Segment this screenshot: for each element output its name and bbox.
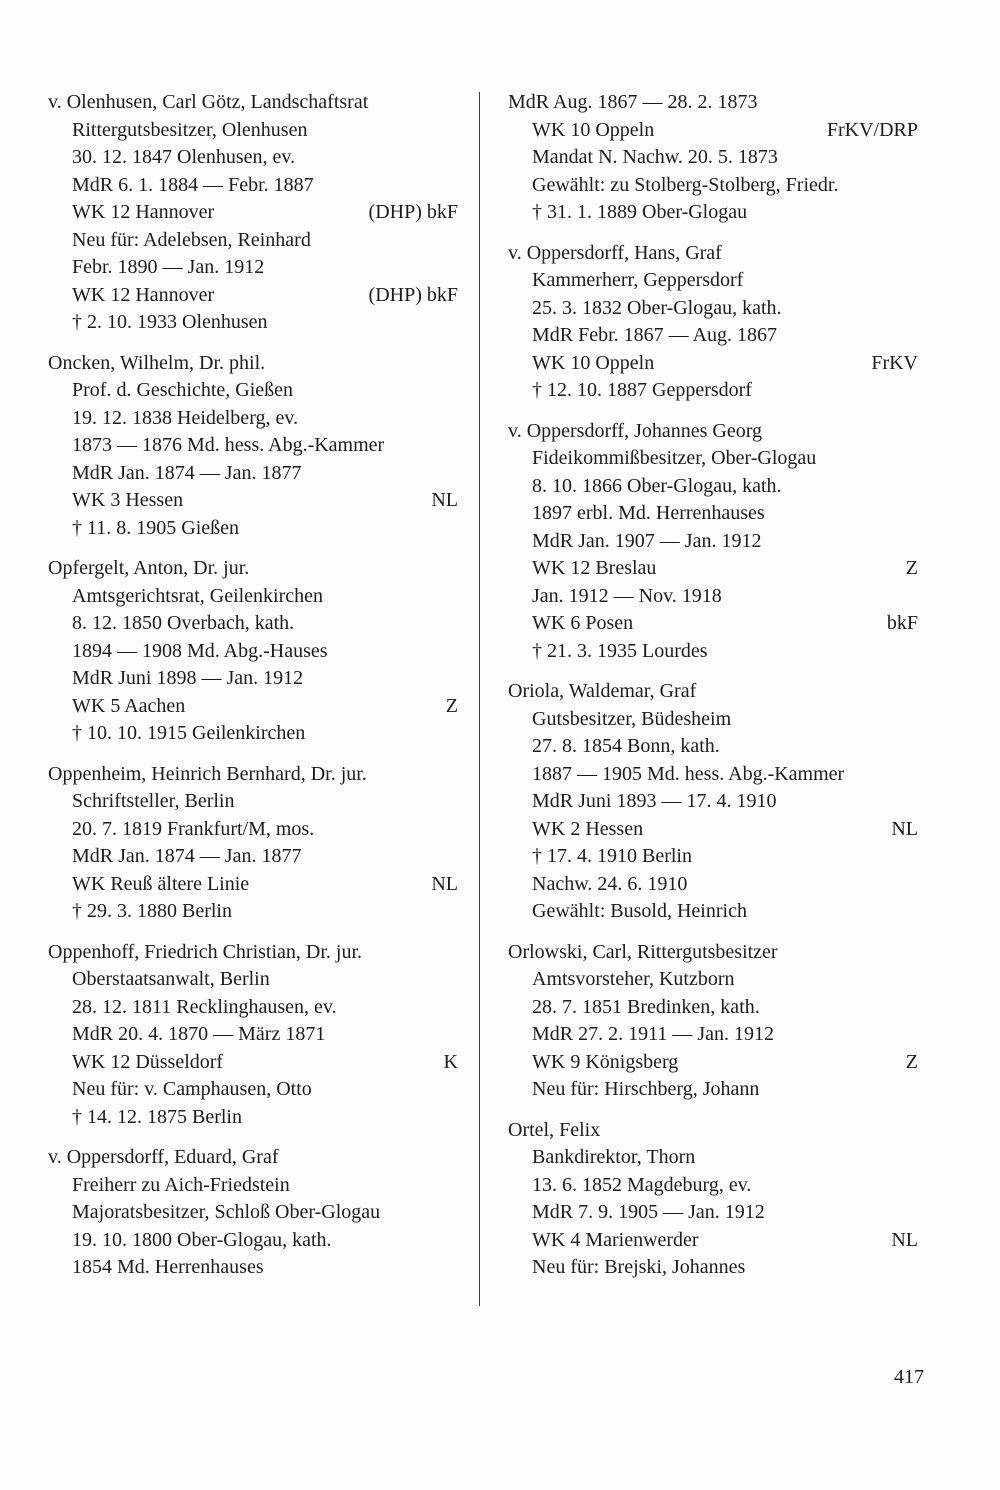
entry-name-line (48, 1144, 458, 1172)
entry-detail-line (508, 445, 918, 473)
party-tag: FrKV/DRP (826, 118, 918, 141)
entry-name-line (48, 89, 458, 117)
biography-entry (48, 761, 458, 926)
entry-detail-line (508, 172, 918, 200)
entry-text: Majoratsbesitzer, Schloß Ober-Glogau (72, 1201, 381, 1223)
entry-text: Febr. 1890 — Jan. 1912 (72, 256, 265, 278)
entry-detail-line (48, 432, 458, 460)
entry-text: Kammerherr, Geppersdorf (532, 269, 744, 291)
entry-text: MdR Febr. 1867 — Aug. 1867 (532, 324, 778, 346)
entry-text: WK 2 Hessen (532, 817, 644, 840)
entry-text: MdR Jan. 1874 — Jan. 1877 (72, 461, 302, 484)
entry-detail-line (508, 583, 918, 611)
entry-text: WK Reuß ältere Linie (72, 872, 250, 895)
entry-detail-line (48, 610, 458, 638)
entry-text: Amtsvorsteher, Kutzborn (532, 968, 735, 990)
entry-detail-line (48, 1104, 458, 1132)
biography-entry (48, 555, 458, 748)
party-tag: (DHP) bkF (368, 201, 458, 223)
entry-detail-line (508, 322, 918, 350)
entry-name-line (48, 761, 458, 789)
entry-text: MdR Juni 1898 — Jan. 1912 (72, 667, 304, 689)
entry-text: † 2. 10. 1933 Olenhusen (72, 311, 268, 333)
entry-text: † 29. 3. 1880 Berlin (72, 900, 232, 922)
entry-detail-line (48, 254, 458, 282)
entry-detail-line (508, 843, 918, 871)
entry-text: WK 12 Breslau (532, 557, 657, 579)
entry-detail-line (508, 295, 918, 323)
entry-detail-line (508, 144, 918, 172)
entry-text: 28. 7. 1851 Bredinken, kath. (532, 995, 760, 1018)
party-tag: Z (445, 694, 458, 717)
party-tag: NL (891, 817, 918, 840)
entry-detail-line (508, 377, 918, 405)
entry-text: 8. 10. 1866 Ober-Glogau, kath. (532, 474, 782, 497)
entry-text: MdR 20. 4. 1870 — März 1871 (72, 1023, 326, 1045)
entry-detail-line (508, 555, 918, 583)
entry-detail-line (48, 199, 458, 227)
entry-text: v. Olenhusen, Carl Götz, Landschaftsrat (48, 91, 369, 113)
entry-text: † 21. 3. 1935 Lourdes (532, 639, 708, 662)
entry-text: 28. 12. 1811 Recklinghausen, ev. (72, 995, 337, 1018)
entry-detail-line (48, 117, 458, 145)
entry-text: Neu für: Adelebsen, Reinhard (72, 228, 311, 251)
entry-detail-line (48, 665, 458, 693)
entry-detail-line (508, 473, 918, 501)
entry-text: Opfergelt, Anton, Dr. jur. (48, 557, 250, 579)
entry-text: † 10. 10. 1915 Geilenkirchen (72, 722, 306, 744)
entry-text: Ortel, Felix (508, 1118, 601, 1141)
left-column (48, 89, 458, 1295)
entry-detail-line (508, 1021, 918, 1049)
entry-name-line (508, 939, 918, 967)
entry-text: WK 4 Marienwerder (532, 1228, 699, 1251)
entry-detail-line (508, 528, 918, 556)
entry-detail-line (508, 638, 918, 666)
entry-text: WK 12 Düsseldorf (72, 1050, 224, 1073)
entry-detail-line (48, 693, 458, 721)
entry-text: Gewählt: zu Stolberg-Stolberg, Friedr. (532, 173, 839, 196)
entry-text: WK 12 Hannover (72, 201, 215, 223)
entry-detail-line (48, 309, 458, 337)
entry-name-line (508, 240, 918, 268)
entry-name-line (508, 418, 918, 446)
entry-text: 25. 3. 1832 Ober-Glogau, kath. (532, 296, 782, 319)
entry-text: WK 6 Posen (532, 612, 634, 634)
entry-text: Rittergutsbesitzer, Olenhusen (72, 118, 308, 141)
entry-text: MdR Aug. 1867 — 28. 2. 1873 (508, 91, 758, 113)
entry-detail-line (508, 1076, 918, 1104)
entry-name-line (508, 1117, 918, 1145)
entry-name-line (48, 555, 458, 583)
biography-entry (508, 678, 918, 926)
entry-text: Oppenheim, Heinrich Bernhard, Dr. jur. (48, 762, 367, 785)
entry-text: v. Oppersdorff, Eduard, Graf (48, 1146, 279, 1168)
biography-entry (508, 89, 918, 227)
entry-text: 1887 — 1905 Md. hess. Abg.-Kammer (532, 762, 845, 785)
entry-text: WK 9 Königsberg (532, 1050, 679, 1073)
party-tag: FrKV (871, 351, 918, 374)
entry-text: Mandat N. Nachw. 20. 5. 1873 (532, 146, 778, 168)
entry-detail-line (48, 1227, 458, 1255)
party-tag: NL (431, 872, 458, 895)
entry-detail-line (48, 871, 458, 899)
entry-detail-line (48, 1254, 458, 1282)
entry-text: Schriftsteller, Berlin (72, 790, 235, 812)
entry-detail-line (48, 227, 458, 255)
entry-detail-line (48, 994, 458, 1022)
entry-detail-line (508, 994, 918, 1022)
entry-text: Neu für: Hirschberg, Johann (532, 1078, 760, 1100)
entry-detail-line (48, 282, 458, 310)
entry-text: WK 10 Oppeln (532, 351, 655, 374)
entry-text: 19. 10. 1800 Ober-Glogau, kath. (72, 1228, 332, 1251)
biography-entry (48, 939, 458, 1132)
entry-text: 13. 6. 1852 Magdeburg, ev. (532, 1173, 752, 1196)
biography-entry (508, 1117, 918, 1282)
entry-text: † 31. 1. 1889 Ober-Glogau (532, 201, 748, 223)
page-number: 417 (894, 1366, 924, 1388)
entry-text: Oberstaatsanwalt, Berlin (72, 968, 270, 990)
entry-detail-line (48, 898, 458, 926)
entry-detail-line (48, 405, 458, 433)
entry-detail-line (508, 706, 918, 734)
entry-name-line (48, 350, 458, 378)
entry-detail-line (508, 1172, 918, 1200)
entry-text: Neu für: Brejski, Johannes (532, 1256, 746, 1278)
entry-text: 20. 7. 1819 Frankfurt/M, mos. (72, 817, 315, 840)
party-tag: NL (431, 489, 458, 511)
entry-detail-line (48, 144, 458, 172)
entry-text: v. Oppersdorff, Johannes Georg (508, 419, 763, 442)
entry-text: Freiherr zu Aich-Friedstein (72, 1173, 290, 1196)
entry-detail-line (48, 460, 458, 488)
entry-detail-line (508, 1049, 918, 1077)
entry-text: † 14. 12. 1875 Berlin (72, 1105, 242, 1128)
entry-detail-line (48, 583, 458, 611)
entry-detail-line (48, 638, 458, 666)
entry-text: Oppenhoff, Friedrich Christian, Dr. jur. (48, 940, 363, 963)
entry-detail-line (48, 1076, 458, 1104)
entry-text: 1897 erbl. Md. Herrenhauses (532, 502, 765, 524)
entry-detail-line (508, 733, 918, 761)
entry-name-line (508, 678, 918, 706)
entry-text: Prof. d. Geschichte, Gießen (72, 379, 294, 401)
entry-text: 8. 12. 1850 Overbach, kath. (72, 612, 295, 634)
entry-text: 1873 — 1876 Md. hess. Abg.-Kammer (72, 434, 385, 456)
entry-detail-line (48, 172, 458, 200)
entry-text: MdR 6. 1. 1884 — Febr. 1887 (72, 173, 314, 196)
entry-detail-line (48, 1049, 458, 1077)
entry-text: Gutsbesitzer, Büdesheim (532, 707, 732, 730)
party-tag: Z (905, 557, 918, 579)
entry-detail-line (48, 966, 458, 994)
entry-detail-line (508, 267, 918, 295)
entry-detail-line (508, 1144, 918, 1172)
entry-detail-line (508, 788, 918, 816)
entry-text: MdR 7. 9. 1905 — Jan. 1912 (532, 1201, 765, 1223)
entry-detail-line (508, 871, 918, 899)
entry-detail-line (508, 610, 918, 638)
entry-detail-line (508, 199, 918, 227)
entry-text: 19. 12. 1838 Heidelberg, ev. (72, 406, 299, 429)
entry-text: Oriola, Waldemar, Graf (508, 680, 697, 702)
biography-entry (48, 350, 458, 543)
entry-text: MdR Jan. 1874 — Jan. 1877 (72, 845, 302, 867)
entry-detail-line (508, 898, 918, 926)
entry-detail-line (508, 350, 918, 378)
entry-detail-line (48, 487, 458, 515)
entry-text: 1894 — 1908 Md. Abg.-Hauses (72, 639, 328, 662)
party-tag: Z (905, 1050, 918, 1073)
entry-text: Nachw. 24. 6. 1910 (532, 872, 688, 895)
entry-detail-line (48, 843, 458, 871)
entry-text: † 12. 10. 1887 Geppersdorf (532, 379, 752, 401)
entry-detail-line (48, 515, 458, 543)
biography-entry (508, 240, 918, 405)
entry-text: Bankdirektor, Thorn (532, 1146, 696, 1168)
entry-text: MdR Jan. 1907 — Jan. 1912 (532, 529, 762, 552)
entry-text: Orlowski, Carl, Rittergutsbesitzer (508, 940, 778, 963)
entry-text: Neu für: v. Camphausen, Otto (72, 1078, 312, 1100)
entry-text: 30. 12. 1847 Olenhusen, ev. (72, 146, 296, 168)
entry-text: WK 12 Hannover (72, 283, 215, 306)
entry-detail-line (508, 1227, 918, 1255)
entry-detail-line (508, 117, 918, 145)
entry-text: † 17. 4. 1910 Berlin (532, 845, 692, 867)
biography-entry (508, 418, 918, 666)
entry-detail-line (508, 816, 918, 844)
biography-entry (48, 1144, 458, 1282)
entry-text: MdR 27. 2. 1911 — Jan. 1912 (532, 1023, 775, 1045)
entry-detail-line (508, 1254, 918, 1282)
entry-text: 27. 8. 1854 Bonn, kath. (532, 735, 720, 757)
entry-detail-line (48, 788, 458, 816)
entry-text: Gewählt: Busold, Heinrich (532, 900, 747, 922)
column-divider (479, 92, 480, 1306)
entry-name-line (508, 89, 918, 117)
entry-text: v. Oppersdorff, Hans, Graf (508, 241, 722, 264)
entry-text: † 11. 8. 1905 Gießen (72, 516, 240, 539)
party-tag: bkF (886, 612, 918, 634)
entry-text: Fideikommißbesitzer, Ober-Glogau (532, 447, 817, 469)
entry-text: 1854 Md. Herrenhauses (72, 1256, 264, 1278)
entry-text: Amtsgerichtsrat, Geilenkirchen (72, 584, 324, 607)
entry-detail-line (48, 816, 458, 844)
entry-text: WK 3 Hessen (72, 489, 184, 511)
entry-detail-line (48, 1172, 458, 1200)
entry-detail-line (48, 377, 458, 405)
entry-detail-line (508, 1199, 918, 1227)
entry-detail-line (508, 761, 918, 789)
entry-name-line (48, 939, 458, 967)
entry-detail-line (48, 720, 458, 748)
entry-detail-line (48, 1021, 458, 1049)
right-column (508, 89, 918, 1295)
biography-entry (508, 939, 918, 1104)
party-tag: (DHP) bkF (368, 283, 458, 306)
entry-text: Oncken, Wilhelm, Dr. phil. (48, 351, 266, 374)
entry-text: Jan. 1912 — Nov. 1918 (532, 584, 722, 607)
biography-entry (48, 89, 458, 337)
entry-text: WK 10 Oppeln (532, 118, 655, 141)
entry-detail-line (508, 500, 918, 528)
entry-text: MdR Juni 1893 — 17. 4. 1910 (532, 790, 777, 812)
entry-text: WK 5 Aachen (72, 694, 186, 717)
entry-detail-line (48, 1199, 458, 1227)
entry-detail-line (508, 966, 918, 994)
party-tag: K (443, 1050, 458, 1073)
party-tag: NL (891, 1228, 918, 1251)
